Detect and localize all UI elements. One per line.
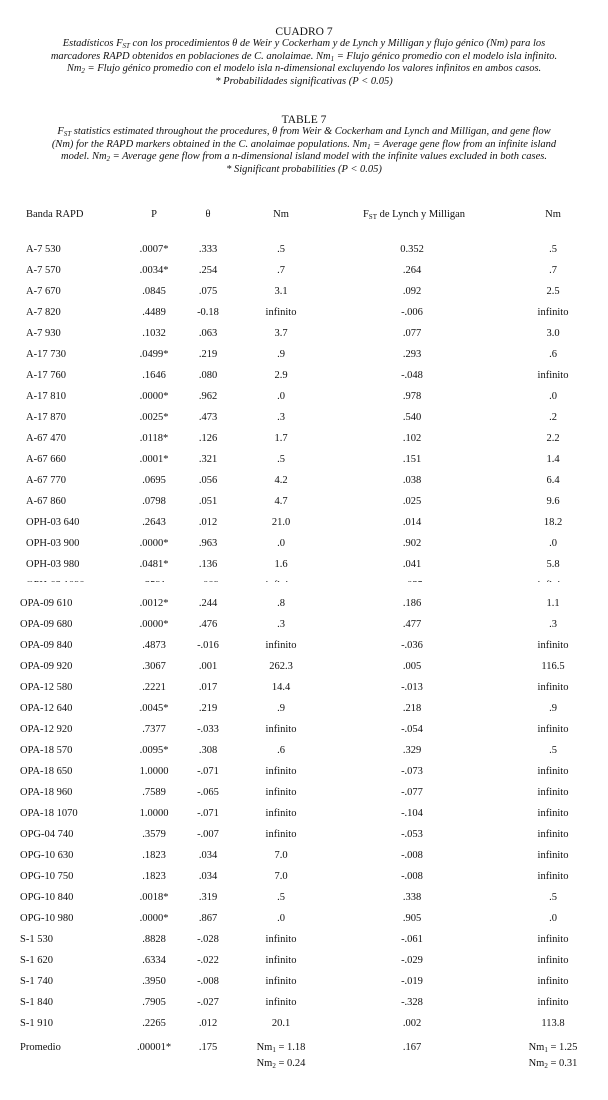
- cell-p: .1646: [142, 370, 166, 381]
- cell-theta: .319: [198, 892, 218, 903]
- cell-band: A-7 670: [26, 286, 61, 297]
- cell-fst: .477: [402, 619, 422, 630]
- cell-fst: .077: [402, 328, 422, 339]
- caption-line: $Nm_2$ = Flujo génico promedio con el modelo isla n-dimensional excluyendo los valores infinitos en ambos casos.: [66, 63, 542, 76]
- table-row: [0, 762, 608, 782]
- cell-nm2: 116.5: [541, 661, 565, 672]
- cell-band: OPG-10 630: [20, 850, 74, 861]
- table-row: [0, 951, 608, 971]
- cell-band: A-67 860: [26, 496, 66, 507]
- caption-line: $F_{ST}$ statistics estimated throughout the procedures, θ from Weir & Cockerham and Lynch and Milligan, and gene flow: [57, 126, 551, 139]
- cell-nm2: 3.0: [546, 328, 560, 339]
- table-row: [0, 345, 608, 365]
- cell-p: .1032: [142, 328, 166, 339]
- cell-nm: 4.2: [274, 475, 288, 486]
- cell-theta: -.007: [197, 829, 219, 840]
- cell-nm: .3: [277, 412, 285, 423]
- cell-fst: .264: [402, 265, 422, 276]
- cell-fst: .293: [402, 349, 422, 360]
- caption-line: * Probabilidades significativas (P < 0.05): [215, 75, 393, 87]
- table-row: [0, 513, 608, 533]
- table-row: [0, 408, 608, 428]
- cell-p: .7905: [142, 997, 166, 1008]
- cell-band: OPG-10 980: [20, 913, 74, 924]
- cell-band: S-1 910: [20, 1018, 53, 1029]
- caption-title: CUADRO 7: [275, 26, 333, 38]
- cell-p: .3950: [142, 976, 166, 987]
- cell-p: .0095*: [139, 745, 169, 756]
- cell-nm2: infinito: [537, 829, 569, 840]
- cell-theta: .308: [198, 745, 218, 756]
- cell-p: .2221: [142, 682, 166, 693]
- cell-band: A-67 470: [26, 433, 66, 444]
- caption-line: model. $Nm_2$ = Average gene flow from a n-dimensional island model with the infinite values excluded in both cases.: [61, 151, 547, 164]
- promedio-nm2-2: $Nm_2 = 0.31$: [528, 1058, 578, 1070]
- cell-nm: .3: [277, 619, 285, 630]
- cell-fst: -.008: [401, 850, 423, 861]
- cell-nm: .8: [277, 598, 285, 609]
- cell-nm2: infinito: [537, 724, 569, 735]
- cell-band: A-67 770: [26, 475, 66, 486]
- cell-theta: .473: [198, 412, 218, 423]
- cell-fst: -.013: [401, 682, 423, 693]
- cell-nm: infinito: [265, 934, 297, 945]
- cell-nm: .9: [277, 703, 285, 714]
- cell-nm: infinito: [265, 997, 297, 1008]
- cell-nm: .0: [277, 538, 285, 549]
- cell-band: S-1 530: [20, 934, 53, 945]
- cell-p: .4489: [142, 307, 166, 318]
- cell-p: .0034*: [139, 265, 169, 276]
- cell-nm2: infinito: [537, 934, 569, 945]
- cell-theta: .126: [198, 433, 218, 444]
- cell-nm: infinito: [265, 976, 297, 987]
- table-row: [0, 678, 608, 698]
- table-row: [0, 699, 608, 719]
- header-nm: Nm: [273, 209, 289, 220]
- cell-nm2: infinito: [537, 808, 569, 819]
- cell-band: OPH-03 900: [26, 538, 80, 549]
- cell-theta: .080: [198, 370, 218, 381]
- cell-fst: .186: [402, 598, 422, 609]
- promedio-nm1: $Nm_1 = 1.18$: [256, 1042, 306, 1054]
- header-fst: $F_{ST}$ de Lynch y Milligan: [362, 209, 466, 221]
- cell-theta: -.065: [197, 787, 219, 798]
- cell-p: .2643: [142, 517, 166, 528]
- cell-fst: .978: [402, 391, 422, 402]
- cell-p: .6334: [142, 955, 166, 966]
- cell-band: A-7 820: [26, 307, 61, 318]
- cell-theta: -.071: [197, 808, 219, 819]
- cell-nm2: .0: [549, 913, 557, 924]
- cell-fst: .540: [402, 412, 422, 423]
- cell-fst: -.104: [401, 808, 423, 819]
- cell-band: A-17 810: [26, 391, 66, 402]
- cell-nm2: infinito: [537, 997, 569, 1008]
- cell-nm: infinito: [265, 808, 297, 819]
- caption-line: marcadores RAPD obtenidos en poblaciones de C. anolaimae. $Nm_1$ = Flujo génico promedio con el modelo isla infinito.: [50, 50, 558, 63]
- cell-p: .0025*: [139, 412, 169, 423]
- cell-p: .0695: [142, 475, 166, 486]
- cell-theta: -.071: [197, 766, 219, 777]
- table-row: [0, 261, 608, 281]
- cell-band: A-17 760: [26, 370, 66, 381]
- cell-fst: -.061: [401, 934, 423, 945]
- cell-nm2: .5: [549, 244, 557, 255]
- cell-nm: .5: [277, 892, 285, 903]
- table-row: [0, 993, 608, 1013]
- cell-nm2: 1.4: [546, 454, 560, 465]
- table-row: [0, 1014, 608, 1034]
- table-row: [0, 534, 608, 554]
- cell-theta: -.008: [197, 976, 219, 987]
- promedio-label: Promedio: [20, 1042, 61, 1053]
- cell-band: OPA-12 640: [20, 703, 73, 714]
- cell-fst: .025: [402, 496, 422, 507]
- cell-p: .0499*: [139, 349, 169, 360]
- cell-fst: .151: [402, 454, 422, 465]
- cell-nm: 3.7: [274, 328, 288, 339]
- cell-band: OPA-18 570: [20, 745, 73, 756]
- cell-theta: .963: [198, 538, 218, 549]
- cell-p: .8828: [142, 934, 166, 945]
- cell-nm2: 1.1: [546, 598, 560, 609]
- cell-nm2: .6: [549, 349, 557, 360]
- cell-band: OPA-09 680: [20, 619, 73, 630]
- table-row: [0, 492, 608, 512]
- cell-nm2: 18.2: [543, 517, 563, 528]
- cell-nm: infinito: [265, 955, 297, 966]
- cell-nm2: 2.2: [546, 433, 560, 444]
- cell-fst: .329: [402, 745, 422, 756]
- cell-p: .0007*: [139, 244, 169, 255]
- promedio-nm2: $Nm_2 = 0.24$: [256, 1058, 306, 1070]
- cell-nm2: 5.8: [546, 559, 560, 570]
- cell-theta: .034: [198, 871, 218, 882]
- cell-fst: .092: [402, 286, 422, 297]
- cell-theta: .075: [198, 286, 218, 297]
- cell-p: .0018*: [139, 892, 169, 903]
- cell-p: .0000*: [139, 913, 169, 924]
- cell-fst: -.077: [401, 787, 423, 798]
- cell-nm2: 6.4: [546, 475, 560, 486]
- table-row: [0, 909, 608, 929]
- scan-cut: [0, 582, 608, 591]
- cell-fst: -.053: [401, 829, 423, 840]
- cell-theta: -0.18: [197, 307, 219, 318]
- cell-nm2: infinito: [537, 370, 569, 381]
- cell-band: OPH-03 640: [26, 517, 80, 528]
- caption-line: * Significant probabilities (P < 0.05): [226, 163, 382, 175]
- cell-theta: .476: [198, 619, 218, 630]
- table-row: [0, 471, 608, 491]
- cell-nm2: infinito: [537, 766, 569, 777]
- cell-nm: infinito: [265, 766, 297, 777]
- table-row: [0, 846, 608, 866]
- cell-band: S-1 840: [20, 997, 53, 1008]
- cell-band: S-1 740: [20, 976, 53, 987]
- cell-p: .0481*: [139, 559, 169, 570]
- cell-nm2: infinito: [537, 640, 569, 651]
- cell-p: .4873: [142, 640, 166, 651]
- cell-fst: .005: [402, 661, 422, 672]
- cell-nm2: .0: [549, 391, 557, 402]
- cell-band: OPA-18 650: [20, 766, 73, 777]
- cell-nm: infinito: [265, 829, 297, 840]
- cell-theta: .136: [198, 559, 218, 570]
- caption-english: [20, 114, 588, 176]
- cell-theta: .051: [198, 496, 218, 507]
- table-row: [0, 930, 608, 950]
- cell-theta: .321: [198, 454, 218, 465]
- cell-nm: infinito: [265, 724, 297, 735]
- table-row: [0, 972, 608, 992]
- cell-theta: .034: [198, 850, 218, 861]
- cell-nm: 21.0: [271, 517, 291, 528]
- cell-nm2: 2.5: [546, 286, 560, 297]
- cell-theta: .219: [198, 349, 218, 360]
- cell-band: A-7 570: [26, 265, 61, 276]
- cell-nm: 1.7: [274, 433, 288, 444]
- cell-nm2: .9: [549, 703, 557, 714]
- cell-band: A-7 530: [26, 244, 61, 255]
- cell-nm2: infinito: [537, 850, 569, 861]
- cell-theta: .056: [198, 475, 218, 486]
- cell-band: A-17 870: [26, 412, 66, 423]
- cell-nm: .5: [277, 244, 285, 255]
- cell-fst: .038: [402, 475, 422, 486]
- cell-nm2: .7: [549, 265, 557, 276]
- cell-nm: 262.3: [269, 661, 293, 672]
- cell-theta: .063: [198, 328, 218, 339]
- cell-p: .0118*: [139, 433, 169, 444]
- table-row: [0, 657, 608, 677]
- cell-band: S-1 620: [20, 955, 53, 966]
- cell-nm: infinito: [265, 640, 297, 651]
- cell-band: A-17 730: [26, 349, 66, 360]
- cell-nm2: infinito: [537, 976, 569, 987]
- cell-nm: infinito: [265, 787, 297, 798]
- cell-fst: .014: [402, 517, 422, 528]
- cell-fst: -.328: [401, 997, 423, 1008]
- cell-p: .0845: [142, 286, 166, 297]
- cell-fst: .102: [402, 433, 422, 444]
- cell-nm2: 113.8: [541, 1018, 565, 1029]
- cell-nm: .6: [277, 745, 285, 756]
- cell-band: OPG-04 740: [20, 829, 74, 840]
- table-row: [0, 741, 608, 761]
- cell-p: .0012*: [139, 598, 169, 609]
- cell-nm: 7.0: [274, 850, 288, 861]
- cell-fst: -.054: [401, 724, 423, 735]
- cell-nm: 3.1: [274, 286, 288, 297]
- cell-nm: 2.9: [274, 370, 288, 381]
- cell-fst: -.036: [401, 640, 423, 651]
- cell-fst: -.006: [401, 307, 423, 318]
- cell-nm: .0: [277, 391, 285, 402]
- cell-theta: .001: [198, 661, 218, 672]
- table-row: [0, 615, 608, 635]
- cell-band: OPG-10 840: [20, 892, 74, 903]
- table-row: [0, 303, 608, 323]
- table-row: [0, 366, 608, 386]
- table-row: [0, 888, 608, 908]
- cell-fst: .002: [402, 1018, 422, 1029]
- cell-band: OPA-18 960: [20, 787, 73, 798]
- cell-p: .1823: [142, 871, 166, 882]
- cell-nm2: .3: [549, 619, 557, 630]
- cell-band: OPA-12 580: [20, 682, 73, 693]
- caption-line: Estadísticos $F_{ST}$ con los procedimientos θ de Weir y Cockerham y de Lynch y Milligan y flujo génico (Nm) para los: [62, 38, 546, 51]
- cell-band: OPA-09 840: [20, 640, 73, 651]
- cell-band: OPA-09 610: [20, 598, 73, 609]
- cell-nm2: infinito: [537, 787, 569, 798]
- cell-fst: .338: [402, 892, 422, 903]
- table-row: [0, 783, 608, 803]
- cell-theta: -.027: [197, 997, 219, 1008]
- cell-theta: -.033: [197, 724, 219, 735]
- cell-p: .2265: [142, 1018, 166, 1029]
- cell-nm2: 9.6: [546, 496, 560, 507]
- cell-p: .0001*: [139, 454, 169, 465]
- cell-nm2: infinito: [537, 871, 569, 882]
- cell-p: .1823: [142, 850, 166, 861]
- cell-nm2: .2: [549, 412, 557, 423]
- table-row: [0, 720, 608, 740]
- promedio-p: .00001*: [136, 1042, 172, 1053]
- promedio-theta: .175: [198, 1042, 218, 1053]
- cell-nm: .9: [277, 349, 285, 360]
- cell-theta: .012: [198, 1018, 218, 1029]
- cell-fst: -.008: [401, 871, 423, 882]
- cell-fst: -.073: [401, 766, 423, 777]
- table-row: [0, 429, 608, 449]
- cell-band: OPA-12 920: [20, 724, 73, 735]
- table-row: [0, 636, 608, 656]
- cell-fst: 0.352: [400, 244, 424, 255]
- cell-theta: .017: [198, 682, 218, 693]
- table-row: [0, 324, 608, 344]
- cell-nm: 14.4: [271, 682, 291, 693]
- cell-theta: .012: [198, 517, 218, 528]
- cell-theta: .867: [198, 913, 218, 924]
- cell-band: OPA-18 1070: [20, 808, 78, 819]
- header-nm2: Nm: [545, 209, 561, 220]
- cell-band: OPH-03 980: [26, 559, 80, 570]
- table-row: [0, 804, 608, 824]
- table-row: [0, 825, 608, 845]
- caption-title: TABLE 7: [281, 114, 327, 126]
- cell-p: .0000*: [139, 391, 169, 402]
- table-row: [0, 282, 608, 302]
- caption-line: (Nm) for the RAPD markers obtained in the C. anolaimae populations. $Nm_1$ = Average gene flow from an infinite island: [51, 138, 557, 151]
- cell-theta: -.016: [197, 640, 219, 651]
- cell-theta: .244: [198, 598, 218, 609]
- cell-theta: .962: [198, 391, 218, 402]
- cell-nm: .0: [277, 913, 285, 924]
- table-row: [0, 867, 608, 887]
- cell-fst: .041: [402, 559, 422, 570]
- cell-fst: -.048: [401, 370, 423, 381]
- promedio-row: [0, 1038, 608, 1058]
- cell-p: .0000*: [139, 538, 169, 549]
- cell-nm: 20.1: [271, 1018, 291, 1029]
- cell-fst: -.029: [401, 955, 423, 966]
- cell-p: .0798: [142, 496, 166, 507]
- cell-nm: 1.6: [274, 559, 288, 570]
- cell-band: OPG-10 750: [20, 871, 74, 882]
- cell-nm2: .5: [549, 745, 557, 756]
- cell-p: 1.0000: [139, 766, 169, 777]
- cell-band: A-7 930: [26, 328, 61, 339]
- promedio-nm2-1: $Nm_1 = 1.25$: [528, 1042, 578, 1054]
- cell-p: .0045*: [139, 703, 169, 714]
- cell-band: A-67 660: [26, 454, 66, 465]
- cell-nm2: .5: [549, 892, 557, 903]
- cell-fst: .902: [402, 538, 422, 549]
- cell-p: .7377: [142, 724, 166, 735]
- cell-nm: .7: [277, 265, 285, 276]
- cell-nm: infinito: [265, 307, 297, 318]
- cell-nm2: infinito: [537, 307, 569, 318]
- caption-spanish: [20, 26, 588, 88]
- cell-theta: -.028: [197, 934, 219, 945]
- cell-fst: .218: [402, 703, 422, 714]
- header-band: Banda RAPD: [26, 209, 84, 220]
- promedio-fst: .167: [402, 1042, 422, 1053]
- cell-nm: 7.0: [274, 871, 288, 882]
- table-row: [0, 450, 608, 470]
- cell-theta: .254: [198, 265, 218, 276]
- cell-nm: .5: [277, 454, 285, 465]
- cell-p: .3579: [142, 829, 166, 840]
- cell-p: .3067: [142, 661, 166, 672]
- cell-fst: -.019: [401, 976, 423, 987]
- cell-theta: -.022: [197, 955, 219, 966]
- cell-nm2: infinito: [537, 682, 569, 693]
- table-row: [0, 555, 608, 575]
- table-row: [0, 240, 608, 260]
- cell-nm2: infinito: [537, 955, 569, 966]
- cell-fst: .905: [402, 913, 422, 924]
- cell-theta: .333: [198, 244, 218, 255]
- cell-p: 1.0000: [139, 808, 169, 819]
- cell-p: .7589: [142, 787, 166, 798]
- table-row: [0, 594, 608, 614]
- cell-theta: .219: [198, 703, 218, 714]
- cell-p: .0000*: [139, 619, 169, 630]
- cell-nm: 4.7: [274, 496, 288, 507]
- header-theta: θ: [205, 209, 211, 220]
- header-p: P: [151, 209, 157, 220]
- cell-nm2: .0: [549, 538, 557, 549]
- table-row: [0, 387, 608, 407]
- cell-band: OPA-09 920: [20, 661, 73, 672]
